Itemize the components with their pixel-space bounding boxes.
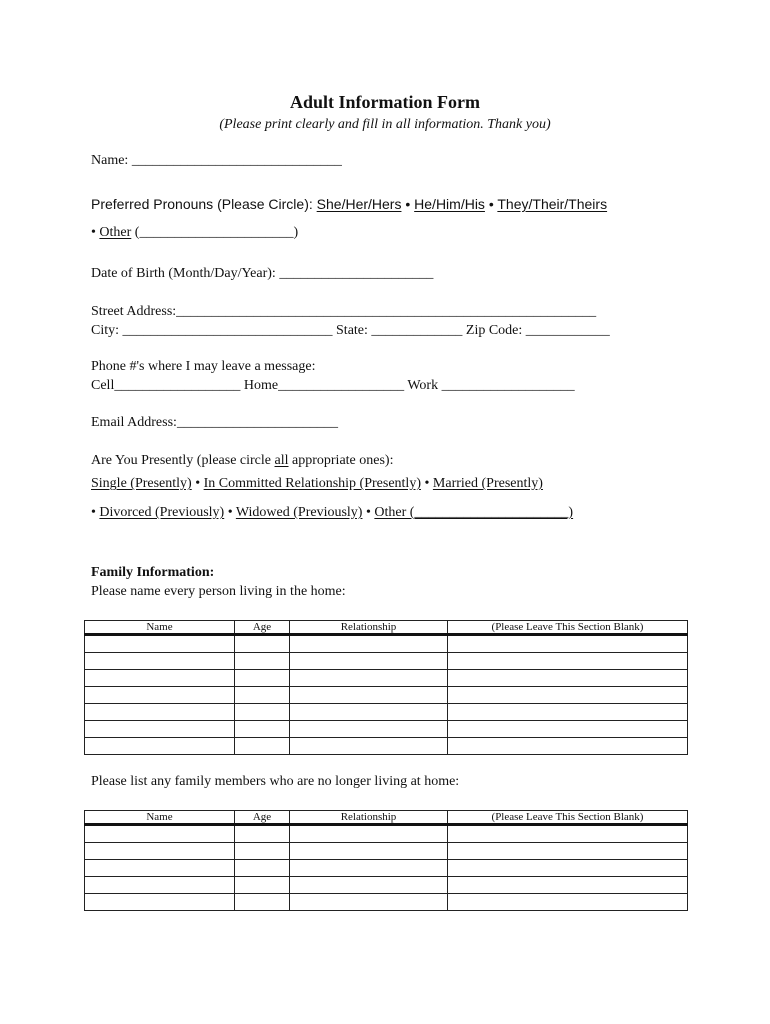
table-cell[interactable]	[235, 738, 290, 755]
pronouns-other-row	[91, 225, 298, 241]
table-cell[interactable]	[85, 894, 235, 911]
family-heading: Family Information:	[91, 565, 215, 580]
status-single[interactable]: Single (Presently)	[91, 476, 192, 491]
marital-prompt-emph: all	[274, 453, 289, 468]
table-cell[interactable]	[290, 721, 448, 738]
table-cell[interactable]	[235, 670, 290, 687]
street-blank[interactable]: ____________________________________________________________	[176, 304, 597, 319]
street-field[interactable]	[91, 304, 596, 320]
table-cell[interactable]	[290, 825, 448, 843]
dob-field[interactable]	[91, 266, 433, 282]
table-row	[85, 860, 688, 877]
table-row	[85, 704, 688, 721]
family-not-living-prompt: Please list any family members who are no longer living at home:	[91, 774, 460, 789]
pronoun-other-blank[interactable]: (______________________)	[134, 225, 299, 240]
name-label: Name:	[91, 153, 129, 168]
family-not-living-table	[84, 810, 688, 911]
table-cell	[448, 704, 688, 721]
bullet-icon: •	[424, 476, 430, 491]
table-cell[interactable]	[85, 670, 235, 687]
table-cell[interactable]	[235, 653, 290, 670]
email-label: Email Address:	[91, 415, 177, 430]
table-cell[interactable]	[85, 635, 235, 653]
table-cell	[448, 843, 688, 860]
table-cell[interactable]	[85, 653, 235, 670]
email-field[interactable]	[91, 415, 338, 431]
table-cell[interactable]	[235, 860, 290, 877]
table-cell[interactable]	[290, 704, 448, 721]
form-subtitle: (Please print clearly and fill in all information. Thank you)	[219, 117, 551, 132]
status-divorced[interactable]: Divorced (Previously)	[99, 505, 225, 520]
city-state-zip-row	[91, 323, 610, 339]
home-label: Home	[243, 378, 279, 393]
table-row	[85, 670, 688, 687]
table-cell[interactable]	[235, 877, 290, 894]
table-cell[interactable]	[235, 843, 290, 860]
table-cell[interactable]	[290, 653, 448, 670]
status-committed[interactable]: In Committed Relationship (Presently)	[203, 476, 421, 491]
table-cell	[448, 825, 688, 843]
street-label: Street Address:	[91, 304, 177, 319]
table-cell[interactable]	[85, 704, 235, 721]
city-blank[interactable]: ______________________________	[122, 323, 333, 338]
marital-row-2	[91, 505, 573, 521]
table-cell	[448, 670, 688, 687]
zip-blank[interactable]: ____________	[525, 323, 610, 338]
bullet-icon: •	[91, 505, 96, 520]
table-cell[interactable]	[290, 635, 448, 653]
column-header-relationship: Relationship	[290, 811, 448, 825]
table-row	[85, 843, 688, 860]
pronoun-option-he[interactable]: He/Him/His	[414, 196, 485, 212]
table-row	[85, 825, 688, 843]
table-cell[interactable]	[85, 687, 235, 704]
table-cell[interactable]	[290, 670, 448, 687]
pronoun-option-other[interactable]: Other	[99, 225, 132, 240]
phone-label: Phone #'s where I may leave a message:	[91, 359, 316, 374]
table-cell[interactable]	[235, 825, 290, 843]
bullet-icon: •	[365, 505, 371, 520]
table-cell[interactable]	[235, 687, 290, 704]
table-cell[interactable]	[85, 825, 235, 843]
column-header-office-use: (Please Leave This Section Blank)	[448, 811, 688, 825]
column-header-age: Age	[235, 811, 290, 825]
state-label: State:	[336, 323, 368, 338]
table-cell[interactable]	[290, 877, 448, 894]
form-title: Adult Information Form	[290, 92, 480, 112]
table-cell	[448, 687, 688, 704]
table-row	[85, 653, 688, 670]
table-cell[interactable]	[290, 894, 448, 911]
table-cell[interactable]	[290, 687, 448, 704]
status-other-blank[interactable]: ______________________)	[414, 505, 574, 520]
pronouns-label: Preferred Pronouns (Please Circle):	[91, 196, 313, 212]
dob-blank[interactable]: ______________________	[279, 266, 434, 281]
status-married[interactable]: Married (Presently)	[432, 476, 543, 491]
table-cell[interactable]	[235, 704, 290, 721]
cell-label: Cell	[91, 378, 115, 393]
work-label: Work	[407, 378, 439, 393]
table-cell	[448, 894, 688, 911]
table-cell[interactable]	[290, 738, 448, 755]
table-cell	[448, 877, 688, 894]
state-blank[interactable]: _____________	[371, 323, 463, 338]
pronoun-option-she[interactable]: She/Her/Hers	[316, 196, 402, 212]
status-widowed[interactable]: Widowed (Previously)	[235, 505, 363, 520]
bullet-icon: •	[91, 225, 96, 240]
column-header-age: Age	[235, 621, 290, 635]
dob-label: Date of Birth (Month/Day/Year):	[91, 266, 276, 281]
bullet-icon: •	[195, 476, 201, 491]
table-cell[interactable]	[85, 721, 235, 738]
table-cell[interactable]	[235, 894, 290, 911]
table-cell[interactable]	[235, 721, 290, 738]
city-label: City:	[91, 323, 120, 338]
column-header-name: Name	[85, 811, 235, 825]
column-header-relationship: Relationship	[290, 621, 448, 635]
table-cell[interactable]	[85, 860, 235, 877]
table-cell	[448, 738, 688, 755]
family-living-table	[84, 620, 688, 755]
column-header-office-use: (Please Leave This Section Blank)	[448, 621, 688, 635]
zip-label: Zip Code:	[465, 323, 523, 338]
marital-prompt	[91, 453, 393, 469]
status-other[interactable]: Other (	[374, 505, 415, 520]
table-row	[85, 738, 688, 755]
home-blank[interactable]: __________________	[278, 378, 405, 393]
table-cell	[448, 721, 688, 738]
table-row	[85, 877, 688, 894]
table-row	[85, 894, 688, 911]
bullet-icon: •	[405, 196, 411, 212]
bullet-icon: •	[227, 505, 233, 520]
table-cell[interactable]	[85, 877, 235, 894]
marital-prompt-tail: appropriate ones):	[288, 453, 394, 468]
bullet-icon: •	[488, 196, 494, 212]
table-cell[interactable]	[85, 843, 235, 860]
pronoun-option-they[interactable]: They/Their/Theirs	[497, 196, 608, 212]
pronouns-row	[91, 196, 607, 212]
table-cell	[448, 635, 688, 653]
table-row	[85, 721, 688, 738]
table-row	[85, 635, 688, 653]
table-cell[interactable]	[290, 843, 448, 860]
table-cell	[448, 860, 688, 877]
email-blank[interactable]: _______________________	[176, 415, 338, 430]
name-blank[interactable]: ______________________________	[131, 153, 342, 168]
marital-row-1	[91, 476, 543, 492]
work-blank[interactable]: ___________________	[441, 378, 575, 393]
table-cell[interactable]	[235, 635, 290, 653]
column-header-name: Name	[85, 621, 235, 635]
name-field[interactable]	[91, 153, 342, 169]
family-living-prompt: Please name every person living in the home:	[91, 584, 346, 599]
table-cell[interactable]	[85, 738, 235, 755]
table-cell	[448, 653, 688, 670]
table-cell[interactable]	[290, 860, 448, 877]
marital-prompt-text: Are You Presently (please circle	[91, 453, 275, 468]
table-row	[85, 687, 688, 704]
phone-row	[91, 378, 575, 394]
cell-blank[interactable]: __________________	[114, 378, 241, 393]
